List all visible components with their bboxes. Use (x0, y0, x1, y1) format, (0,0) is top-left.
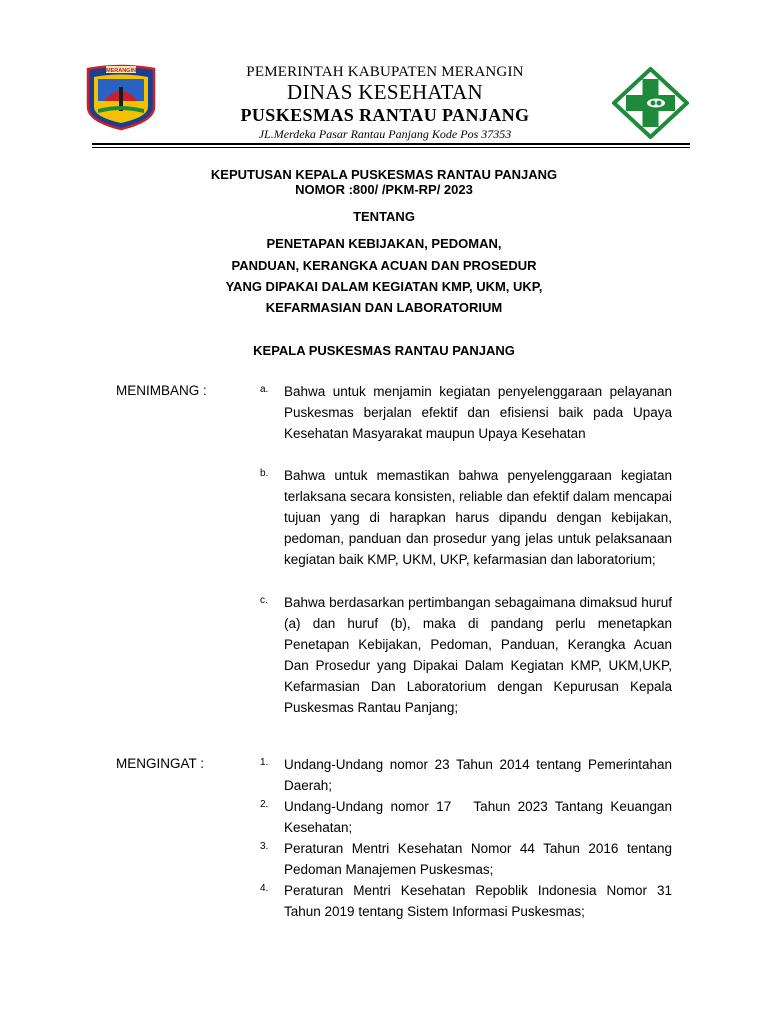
decree-subject-line: KEFARMASIAN DAN LABORATORIUM (265, 300, 503, 315)
decree-official: KEPALA PUSKESMAS RANTAU PANJANG (253, 343, 515, 358)
kop-institution: PUSKESMAS RANTAU PANJANG (240, 105, 530, 125)
mengingat-item (260, 838, 672, 880)
item-marker: c. (260, 595, 268, 606)
mengingat-item (260, 880, 672, 922)
svg-text:MERANGIN: MERANGIN (106, 68, 136, 74)
item-text: Bahwa untuk menjamin kegiatan penyelenggaraan pelayanan Puskesmas berjalan efektif dan efisiensi baik pada Upaya Kesehatan Masyarakat maupun Upaya Kesehatan (284, 384, 672, 441)
decree-number: NOMOR :800/ /PKM-RP/ 2023 (295, 182, 473, 197)
kop-department: DINAS KESEHATAN (287, 80, 483, 104)
kop-government: PEMERINTAH KABUPATEN MERANGIN (246, 64, 524, 80)
item-marker: 2. (260, 799, 269, 810)
item-text: Bahwa berdasarkan pertimbangan sebagaimana dimaksud huruf (a) dan huruf (b), maka di pandang perlu menetapkan Penetapan Kebijakan, Pedoman, Panduan, Kerangka Acuan Dan Prosedur yang Dipakai Dalam Kegiatan KMP, UKM,UKP, Kefarmasian Dan Laboratorium dengan Kepurusan Kepala Puskesmas Rantau Panjang; (284, 595, 672, 715)
letterhead-rule-thick (92, 143, 690, 145)
decree-tentang: TENTANG (353, 209, 415, 224)
menimbang-item (260, 465, 672, 570)
letterhead (190, 63, 580, 141)
kop-address: JL.Merdeka Pasar Rantau Panjang Kode Pos 37353 (258, 127, 512, 141)
decree-title: KEPUTUSAN KEPALA PUSKESMAS RANTAU PANJANG (210, 167, 558, 182)
menimbang-item (260, 381, 672, 444)
mengingat-item (260, 754, 672, 796)
item-marker: 4. (260, 883, 269, 894)
item-text: Bahwa untuk memastikan bahwa penyelenggaraan kegiatan terlaksana secara konsisten, reliable dan efektif dalam mencapai tujuan yang di harapkan harus dipandu dengan kebijakan, pedoman, panduan dan prosedur yang jelas untuk pelaksanaan kegiatan baik KMP, UKM, UKP, kefarmasian dan laboratorium; (284, 468, 672, 567)
item-text: Peraturan Mentri Kesehatan Nomor 44 Tahun 2016 tentang Pedoman Manajemen Puskesmas; (284, 841, 672, 877)
decree-subject-line: PENETAPAN KEBIJAKAN, PEDOMAN, (266, 236, 502, 251)
puskesmas-cross-logo-icon (612, 67, 689, 139)
item-text: Undang-Undang nomor 23 Tahun 2014 tentang Pemerintahan Daerah; (284, 757, 672, 793)
item-text: Peraturan Mentri Kesehatan Repoblik Indonesia Nomor 31 Tahun 2019 tentang Sistem Informasi Puskesmas; (284, 883, 672, 919)
letterhead-rule-thin (92, 147, 690, 148)
decree-subject-line: PANDUAN, KERANGKA ACUAN DAN PROSEDUR (231, 258, 537, 273)
item-marker: b. (260, 468, 269, 479)
mengingat-item (260, 796, 676, 838)
menimbang-label: MENIMBANG : (116, 383, 207, 398)
menimbang-item (260, 592, 672, 718)
item-text: Undang-Undang nomor 17 Tahun 2023 Tantang Keuangan Kesehatan; (284, 799, 676, 835)
decree-subject-line: YANG DIPAKAI DALAM KEGIATAN KMP, UKM, UKP, (225, 279, 543, 294)
item-marker: 3. (260, 841, 269, 852)
item-marker: a. (260, 384, 269, 395)
merangin-regency-emblem (84, 63, 158, 131)
mengingat-label: MENGINGAT : (116, 756, 205, 771)
item-marker: 1. (260, 757, 269, 768)
